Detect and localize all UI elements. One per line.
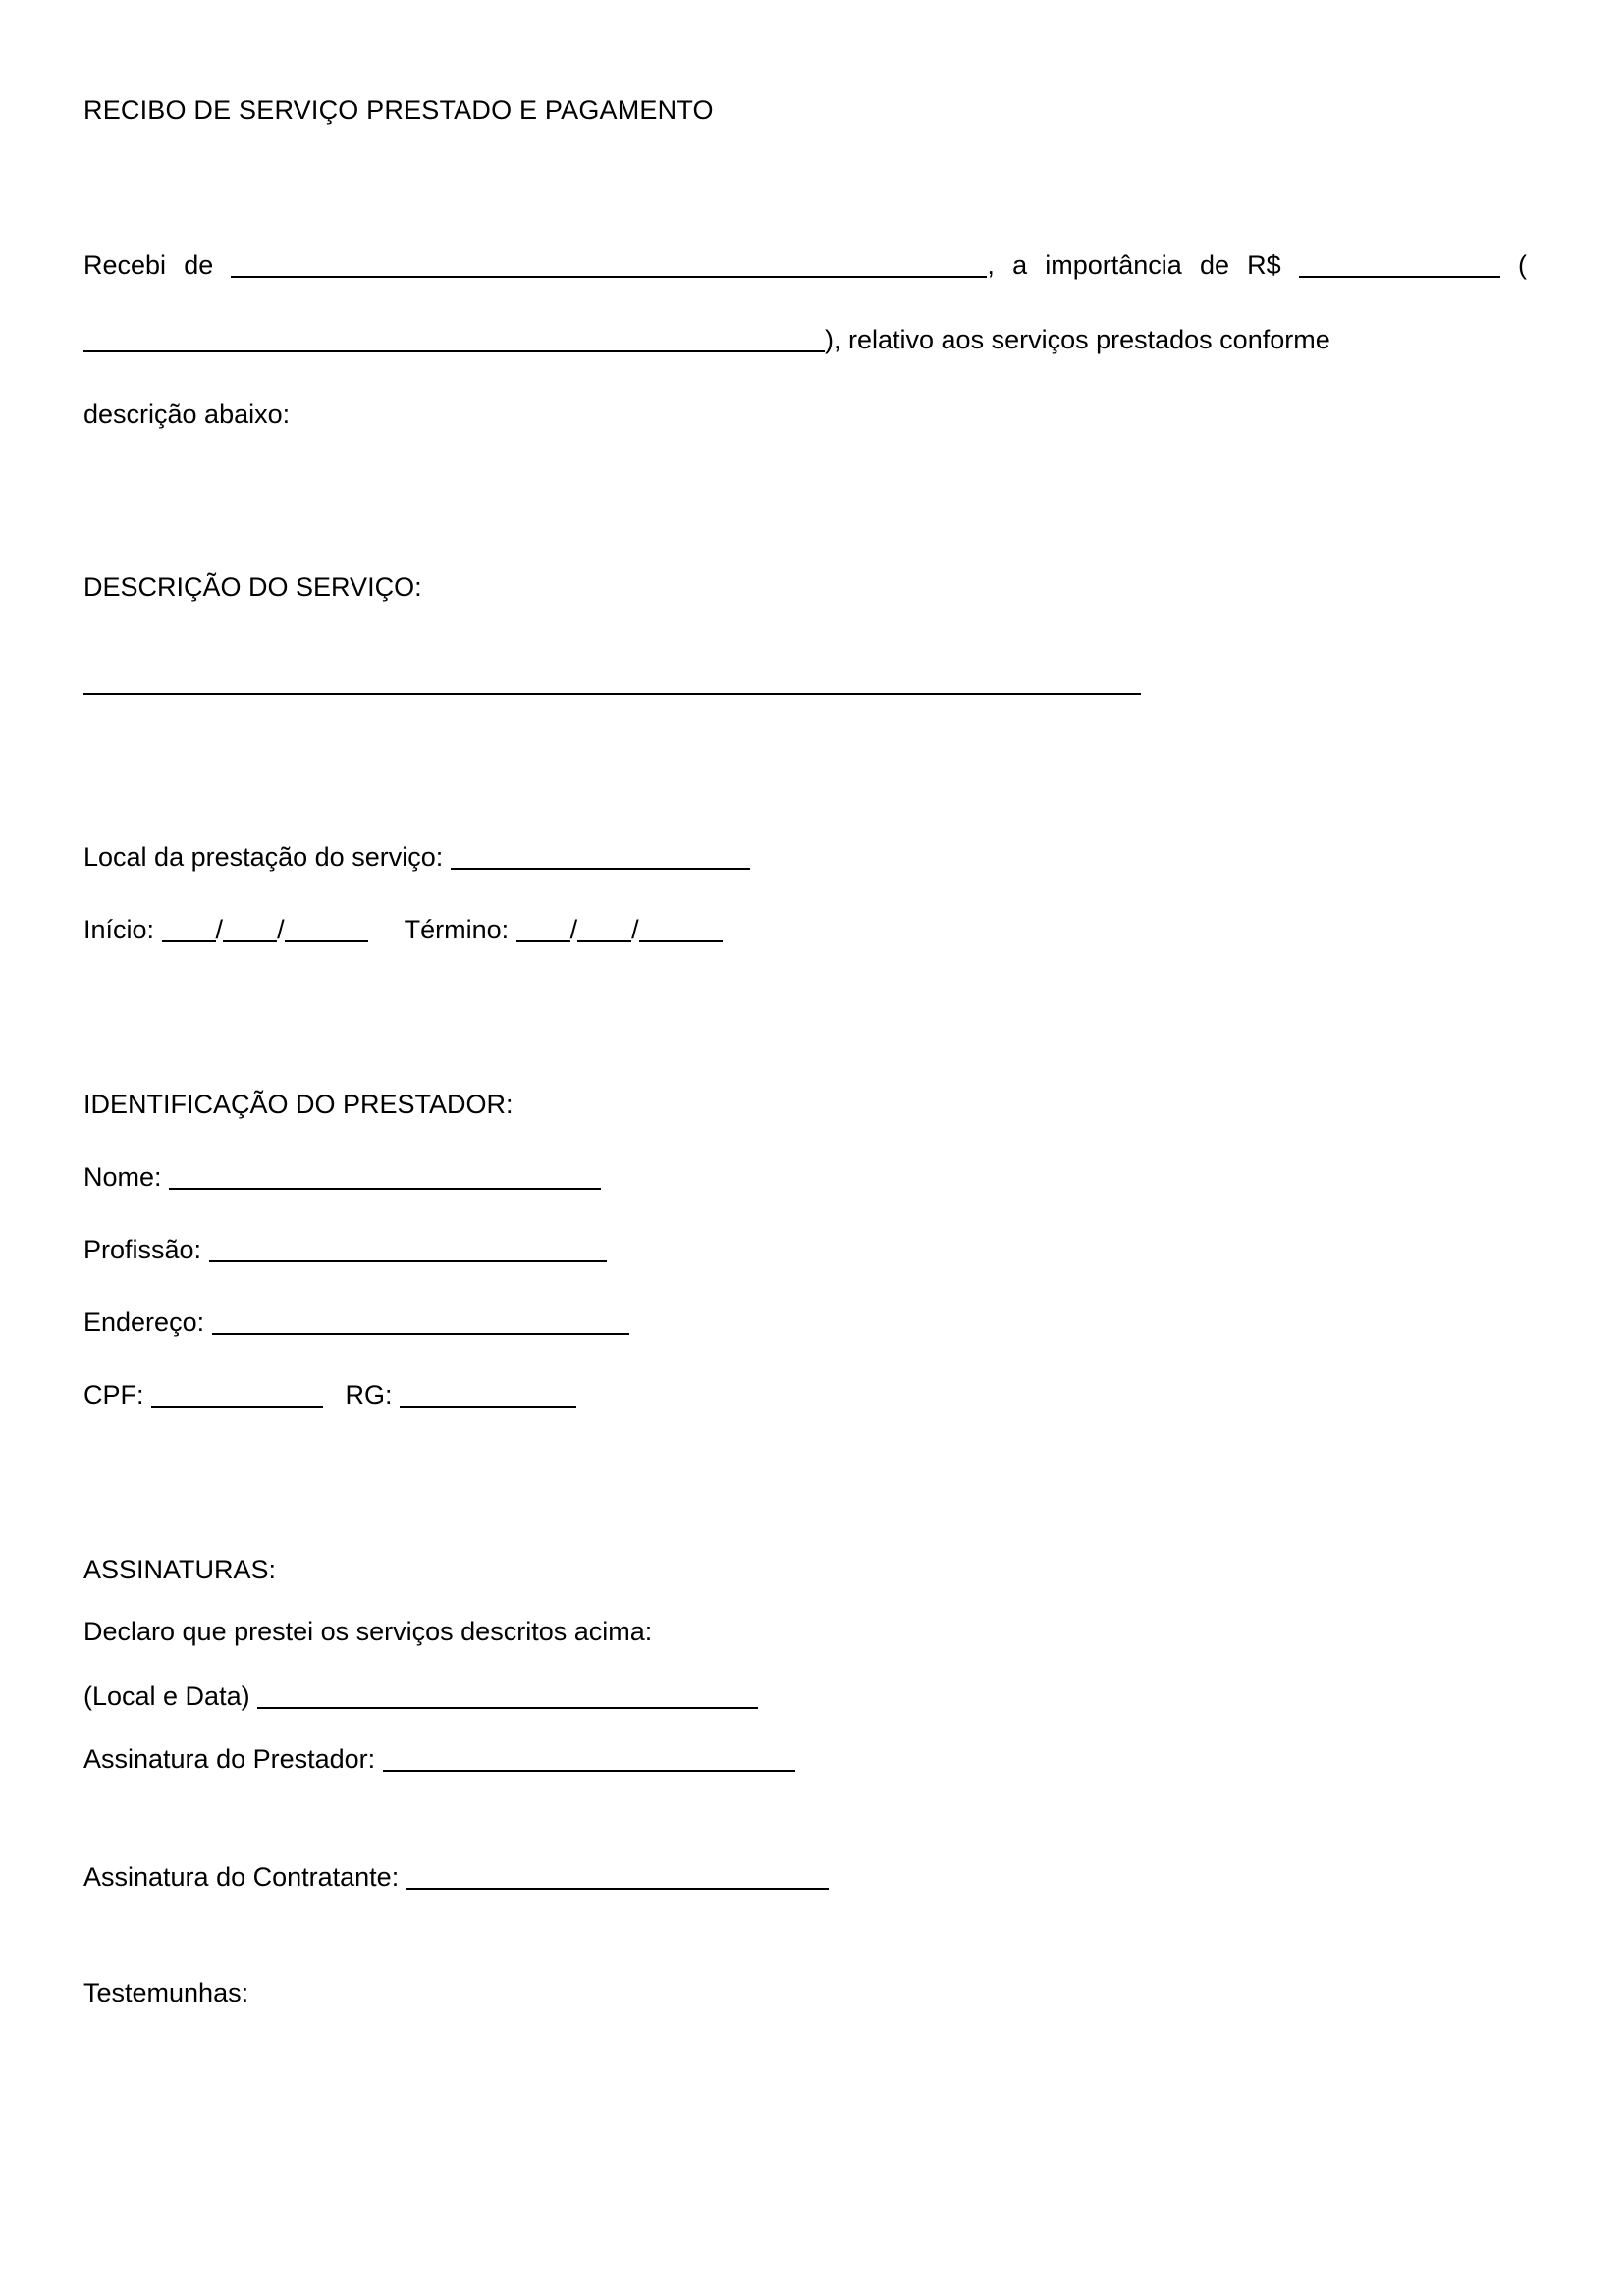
provider-identification-heading: IDENTIFICAÇÃO DO PRESTADOR: — [83, 1090, 514, 1119]
provider-cpf-rg-row — [83, 1379, 1527, 1412]
amount-blank[interactable] — [1299, 256, 1500, 278]
contractor-signature-blank[interactable] — [406, 1868, 829, 1890]
provider-address-row — [83, 1307, 1527, 1339]
document-content — [83, 0, 1527, 2009]
amount-label: , a importância de R$ — [987, 250, 1299, 280]
amount-words-close-paren: ), — [825, 325, 848, 354]
service-description-blank-row — [83, 667, 1527, 699]
description-below-text: descrição abaixo: — [83, 400, 291, 429]
provider-profession-label: Profissão: — [83, 1235, 209, 1264]
relative-services-text: relativo aos serviços prestados conforme — [848, 325, 1330, 354]
end-date-label: Término: — [404, 915, 516, 944]
dates-spacer — [368, 915, 405, 944]
start-date-separator-2: / — [277, 915, 285, 944]
end-date-separator-1: / — [569, 915, 578, 944]
amount-words-open-paren: ( — [1518, 250, 1527, 280]
service-description-blank[interactable] — [83, 673, 1141, 695]
start-month-blank[interactable] — [223, 921, 277, 942]
end-date-separator-2: / — [631, 915, 639, 944]
start-date-separator-1: / — [215, 915, 224, 944]
place-date-label: (Local e Data) — [83, 1682, 258, 1711]
start-date-label: Início: — [83, 915, 162, 944]
service-location-blank[interactable] — [451, 848, 750, 870]
provider-profession-row — [83, 1234, 1527, 1266]
witnesses-label: Testemunhas: — [83, 1978, 249, 2007]
provider-address-blank[interactable] — [212, 1313, 629, 1335]
contractor-signature-label: Assinatura do Contratante: — [83, 1862, 406, 1892]
provider-signature-blank[interactable] — [383, 1750, 795, 1772]
amount-words-blank[interactable] — [83, 331, 825, 352]
place-date-blank[interactable] — [257, 1687, 758, 1709]
service-location-row — [83, 841, 1527, 874]
provider-rg-blank[interactable] — [400, 1386, 576, 1408]
page-title: RECIBO DE SERVIÇO PRESTADO E PAGAMENTO — [83, 95, 714, 125]
provider-cpf-blank[interactable] — [151, 1386, 323, 1408]
provider-signature-label: Assinatura do Prestador: — [83, 1744, 383, 1774]
provider-signature-row — [83, 1743, 1527, 1776]
place-date-row — [83, 1681, 1527, 1713]
provider-name-row — [83, 1161, 1527, 1194]
provider-address-label: Endereço: — [83, 1308, 212, 1337]
start-day-blank[interactable] — [162, 921, 216, 942]
declaration-text: Declaro que prestei os serviços descritos acima: — [83, 1617, 653, 1646]
provider-rg-label: RG: — [345, 1380, 401, 1410]
intro-paragraph — [83, 228, 1527, 452]
service-description-heading: DESCRIÇÃO DO SERVIÇO: — [83, 572, 422, 602]
signatures-heading: ASSINATURAS: — [83, 1555, 277, 1584]
service-location-label: Local da prestação do serviço: — [83, 842, 451, 872]
cpf-rg-spacer — [323, 1380, 346, 1410]
provider-name-blank[interactable] — [169, 1168, 601, 1190]
received-from-blank[interactable] — [231, 256, 987, 278]
contractor-signature-row — [83, 1861, 1527, 1894]
start-year-blank[interactable] — [285, 921, 368, 942]
provider-profession-blank[interactable] — [209, 1241, 607, 1262]
provider-name-label: Nome: — [83, 1162, 170, 1192]
dates-row — [83, 914, 1527, 946]
end-month-blank[interactable] — [577, 921, 631, 942]
provider-cpf-label: CPF: — [83, 1380, 152, 1410]
end-day-blank[interactable] — [516, 921, 570, 942]
received-from-label: Recebi de — [83, 250, 232, 280]
end-year-blank[interactable] — [639, 921, 723, 942]
